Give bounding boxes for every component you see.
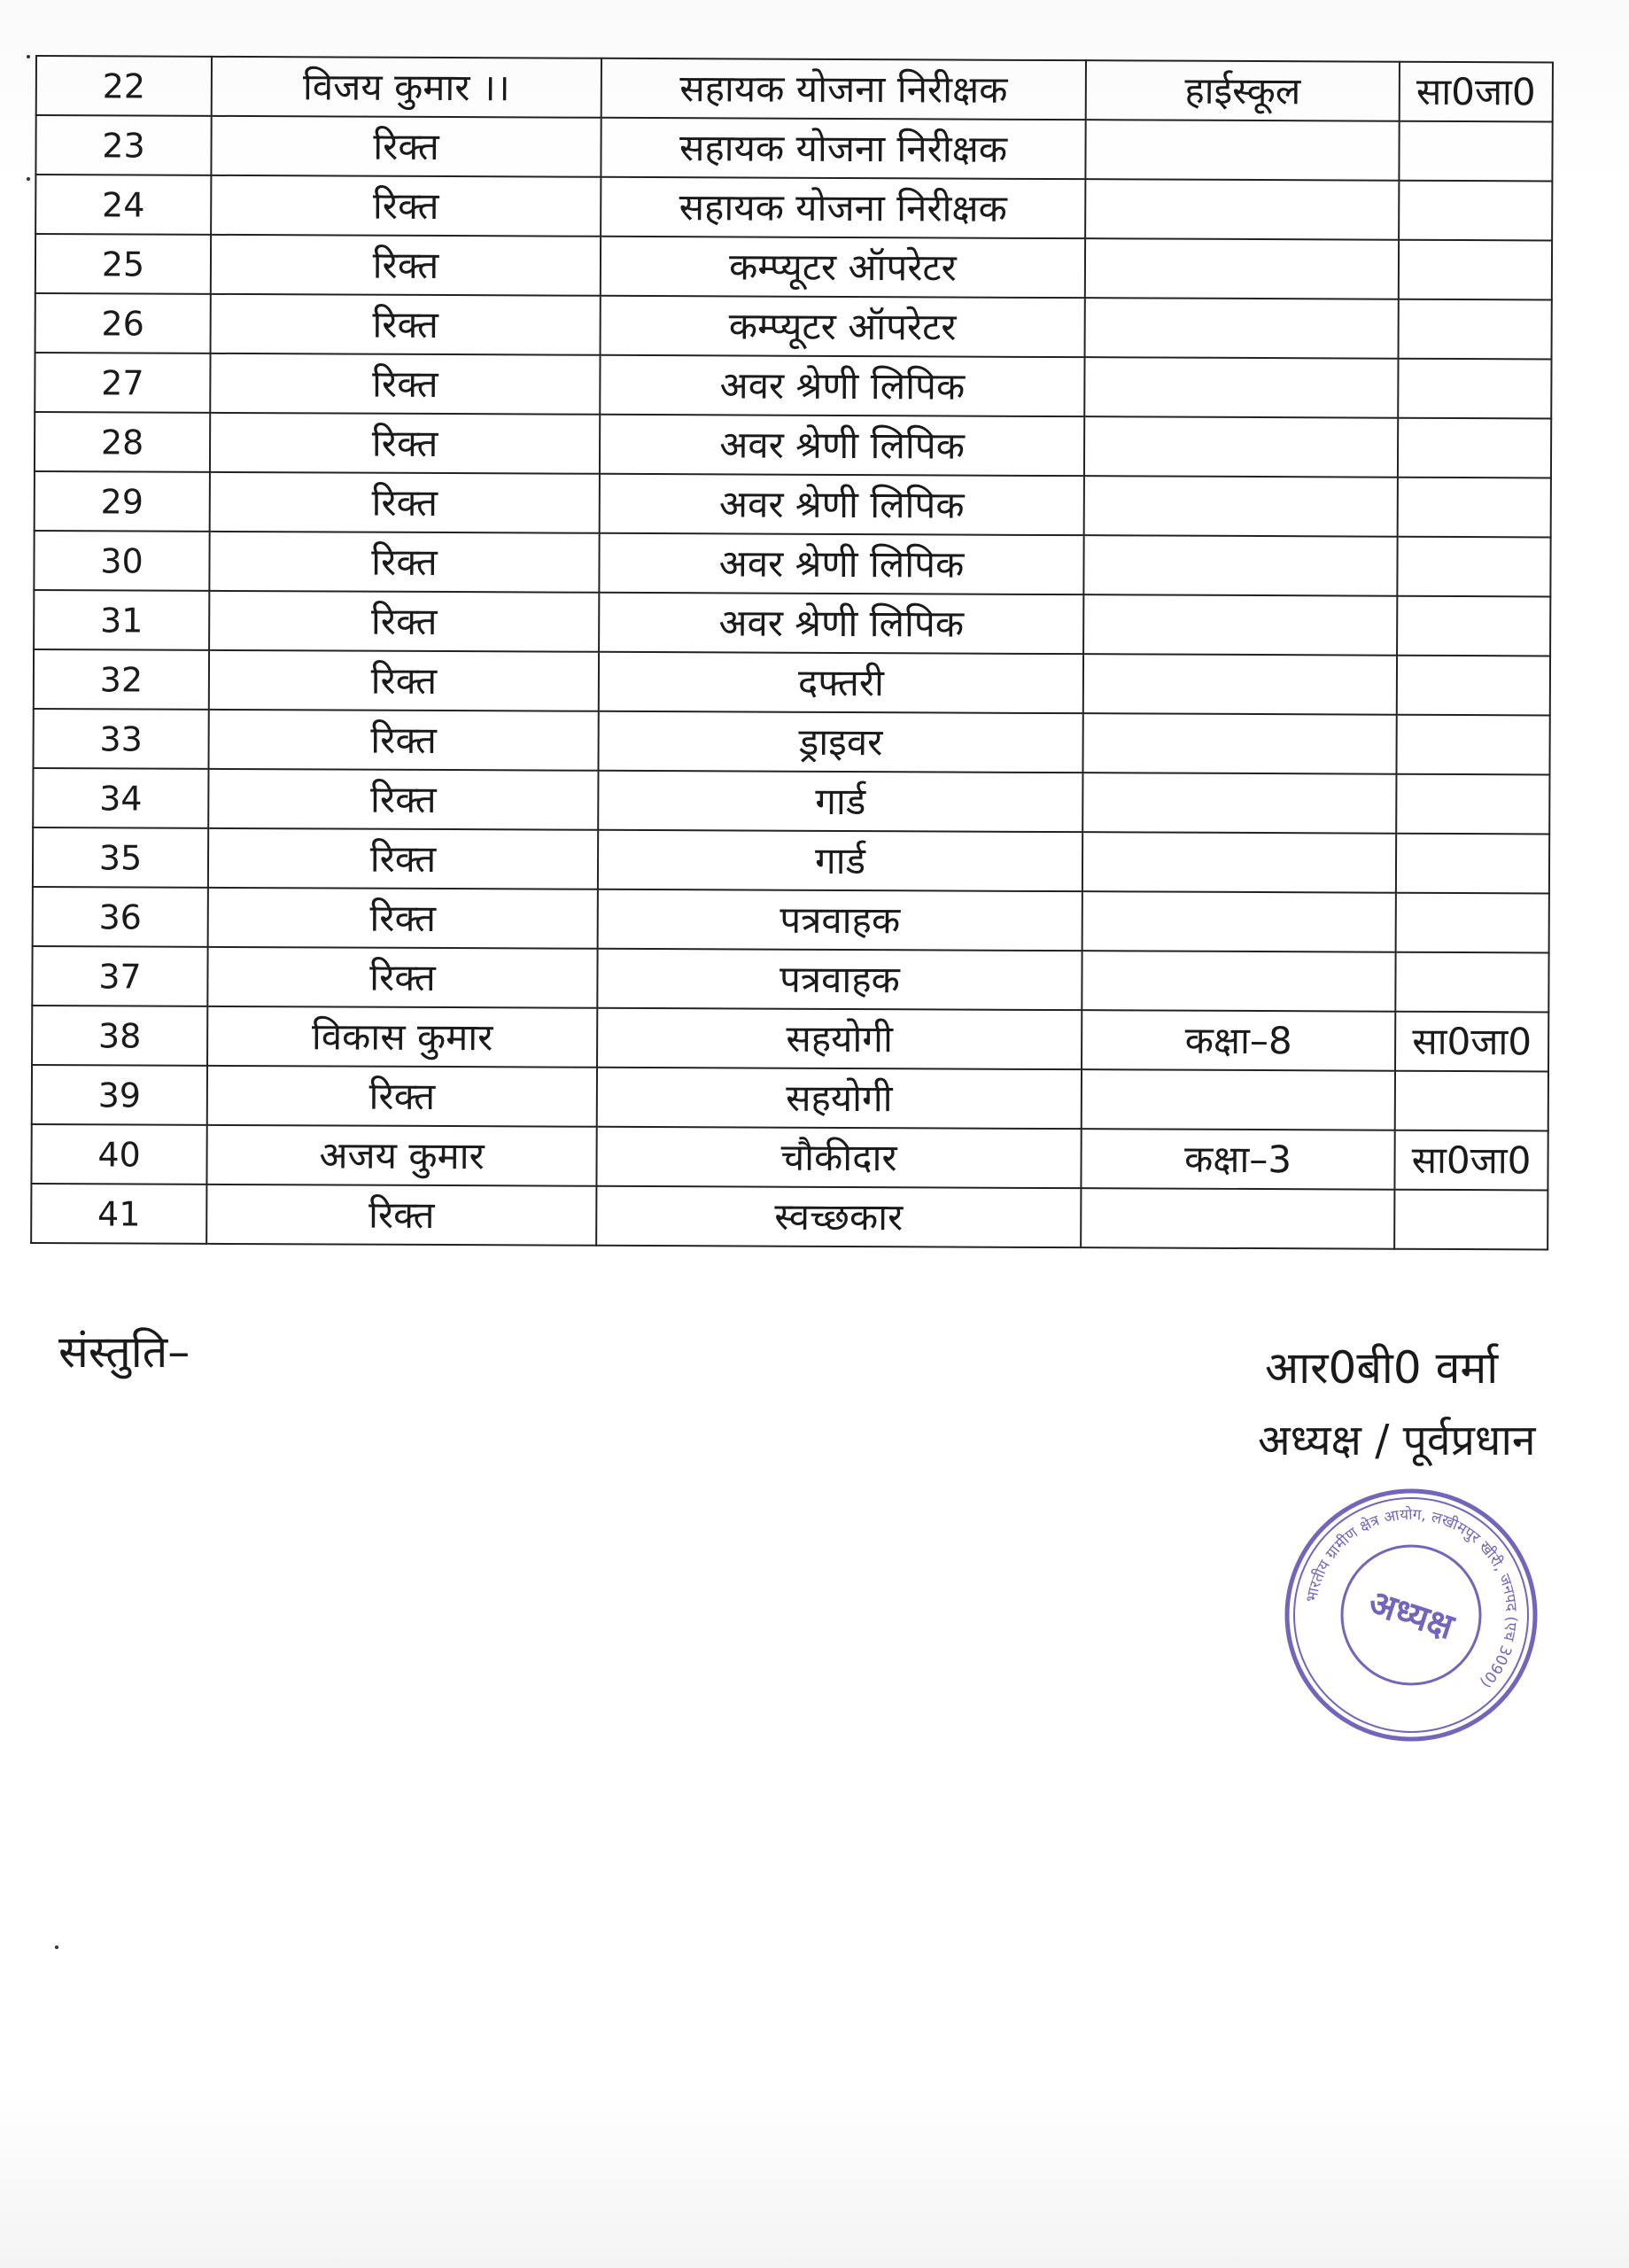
post-title-cell: अवर श्रेणी लिपिक: [599, 593, 1083, 654]
serial-number-cell: 28: [35, 412, 210, 472]
qualification-cell: कक्षा–8: [1082, 1010, 1395, 1071]
signatory-title: अध्यक्ष / पूर्वप्रधान: [1258, 1416, 1536, 1465]
post-title-cell: अवर श्रेणी लिपिक: [600, 415, 1084, 476]
table-row: [35, 293, 1552, 359]
qualification-cell: [1082, 1069, 1395, 1130]
serial-number-cell: 33: [33, 709, 208, 769]
post-title-cell: चौकीदार: [596, 1127, 1081, 1188]
official-stamp: [1274, 1478, 1548, 1752]
scan-speck: [55, 1946, 58, 1949]
stamp-center-text: अध्यक्ष: [1363, 1582, 1459, 1648]
table-row: [35, 471, 1551, 537]
category-cell: [1395, 1071, 1548, 1131]
table-row: [33, 768, 1549, 834]
post-title-cell: सहायक योजना निरीक्षक: [601, 118, 1085, 179]
post-title-cell: अवर श्रेणी लिपिक: [600, 474, 1084, 535]
serial-number-cell: 36: [33, 887, 208, 947]
table-row: [35, 115, 1552, 181]
qualification-cell: [1085, 120, 1399, 181]
serial-number-cell: 22: [36, 56, 212, 116]
category-cell: [1397, 656, 1550, 716]
category-cell: सा0जा0: [1395, 1012, 1548, 1072]
category-cell: [1396, 893, 1549, 953]
serial-number-cell: 34: [33, 768, 208, 828]
qualification-cell: [1084, 357, 1398, 418]
qualification-cell: [1084, 476, 1398, 537]
serial-number-cell: 32: [34, 649, 209, 710]
employee-name-cell: रिक्त: [209, 650, 599, 711]
category-cell: [1396, 715, 1549, 775]
category-cell: [1399, 181, 1552, 241]
table-row: [35, 353, 1551, 418]
category-cell: [1398, 359, 1551, 419]
signatory-name: आर0बी0 वर्मा: [1265, 1342, 1499, 1394]
employee-name-cell: विकास कुमार: [207, 1006, 597, 1068]
serial-number-cell: 26: [35, 293, 211, 353]
post-title-cell: सहयोगी: [597, 1008, 1082, 1069]
table-row: [35, 175, 1552, 240]
serial-number-cell: 39: [32, 1065, 207, 1125]
category-cell: [1397, 596, 1550, 656]
qualification-cell: [1085, 298, 1399, 359]
serial-number-cell: 40: [31, 1124, 206, 1184]
table-row: [32, 1006, 1548, 1071]
post-title-cell: सहायक योजना निरीक्षक: [601, 58, 1086, 120]
category-cell: [1399, 121, 1552, 182]
qualification-cell: कक्षा–3: [1081, 1129, 1394, 1190]
category-cell: [1399, 240, 1552, 300]
post-title-cell: पत्रवाहक: [598, 889, 1082, 951]
table-row: [34, 531, 1550, 596]
employee-name-cell: रिक्त: [208, 769, 598, 830]
table-row: [33, 709, 1549, 774]
serial-number-cell: 35: [33, 827, 208, 888]
qualification-cell: [1081, 1188, 1394, 1249]
post-title-cell: सहायक योजना निरीक्षक: [601, 177, 1085, 238]
table-row: [31, 1184, 1548, 1249]
category-cell: [1396, 834, 1549, 894]
post-title-cell: दफ्तरी: [599, 652, 1083, 713]
post-title-cell: गार्ड: [598, 830, 1082, 891]
serial-number-cell: 24: [35, 175, 211, 235]
post-title-cell: कम्प्यूटर ऑपरेटर: [601, 237, 1085, 298]
qualification-cell: [1082, 773, 1396, 834]
employee-name-cell: रिक्त: [211, 294, 601, 355]
post-title-cell: अवर श्रेणी लिपिक: [599, 533, 1083, 594]
table-row: [32, 946, 1548, 1012]
employee-name-cell: रिक्त: [209, 591, 599, 652]
table-row: [34, 590, 1550, 656]
staff-table: [30, 55, 1554, 1250]
post-title-cell: अवर श्रेणी लिपिक: [600, 355, 1084, 416]
category-cell: [1399, 299, 1552, 360]
post-title-cell: पत्रवाहक: [597, 949, 1082, 1010]
employee-name-cell: रिक्त: [207, 1066, 597, 1127]
serial-number-cell: 23: [35, 115, 211, 175]
table-row: [35, 412, 1551, 478]
category-cell: [1398, 478, 1551, 538]
employee-name-cell: रिक्त: [208, 710, 598, 771]
qualification-cell: [1082, 713, 1396, 774]
employee-name-cell: रिक्त: [208, 888, 598, 949]
employee-name-cell: रिक्त: [210, 413, 600, 474]
category-cell: [1397, 537, 1550, 597]
employee-name-cell: अजय कुमार: [206, 1125, 596, 1186]
table-row: [33, 827, 1549, 893]
employee-name-cell: विजय कुमार ।।: [212, 57, 601, 118]
qualification-cell: [1085, 179, 1399, 240]
category-cell: [1398, 418, 1551, 478]
post-title-cell: स्वच्छकार: [596, 1186, 1081, 1247]
category-cell: सा0जा0: [1400, 62, 1553, 122]
serial-number-cell: 37: [32, 946, 207, 1006]
employee-name-cell: रिक्त: [209, 532, 599, 593]
employee-name-cell: रिक्त: [207, 947, 597, 1008]
post-title-cell: कम्प्यूटर ऑपरेटर: [601, 296, 1085, 357]
serial-number-cell: 25: [35, 234, 211, 294]
table-row: [33, 887, 1549, 952]
employee-name-cell: रिक्त: [211, 235, 601, 296]
table-row: [31, 1124, 1548, 1190]
table-row: [36, 56, 1553, 121]
qualification-cell: [1082, 891, 1396, 952]
qualification-cell: [1082, 832, 1396, 893]
serial-number-cell: 30: [34, 531, 209, 591]
qualification-cell: [1083, 594, 1397, 656]
category-cell: [1394, 1190, 1548, 1250]
table-row: [32, 1065, 1548, 1130]
qualification-cell: [1083, 535, 1397, 596]
serial-number-cell: 38: [32, 1006, 207, 1066]
post-title-cell: गार्ड: [598, 771, 1082, 832]
serial-number-cell: 29: [35, 471, 210, 532]
employee-name-cell: रिक्त: [210, 353, 600, 415]
qualification-cell: [1082, 951, 1395, 1012]
serial-number-cell: 31: [34, 590, 209, 650]
post-title-cell: सहयोगी: [597, 1068, 1082, 1129]
employee-name-cell: रिक्त: [211, 116, 601, 177]
recommendation-label: संस्तुति–: [58, 1326, 190, 1378]
employee-name-cell: रिक्त: [211, 175, 601, 237]
table-row: [34, 649, 1550, 715]
serial-number-cell: 27: [35, 353, 210, 413]
employee-name-cell: रिक्त: [208, 828, 598, 889]
stamp-ring-text: भारतीय ग्रामीण क्षेत्र आयोग, लखीमपुर खीरी, जनपद (एच 3090): [1302, 1505, 1521, 1691]
scan-speck: [27, 177, 30, 181]
table-row: [35, 234, 1552, 299]
serial-number-cell: 41: [31, 1184, 206, 1244]
staff-table-body: [31, 56, 1553, 1249]
category-cell: [1395, 952, 1548, 1013]
employee-name-cell: रिक्त: [206, 1184, 596, 1246]
category-cell: सा0जा0: [1394, 1130, 1548, 1191]
qualification-cell: [1083, 654, 1397, 715]
category-cell: [1396, 774, 1549, 835]
employee-name-cell: रिक्त: [210, 472, 600, 533]
qualification-cell: [1085, 238, 1399, 299]
qualification-cell: [1084, 416, 1398, 478]
scan-speck: [27, 55, 30, 58]
post-title-cell: ड्राइवर: [598, 711, 1082, 773]
qualification-cell: हाईस्कूल: [1086, 60, 1400, 121]
